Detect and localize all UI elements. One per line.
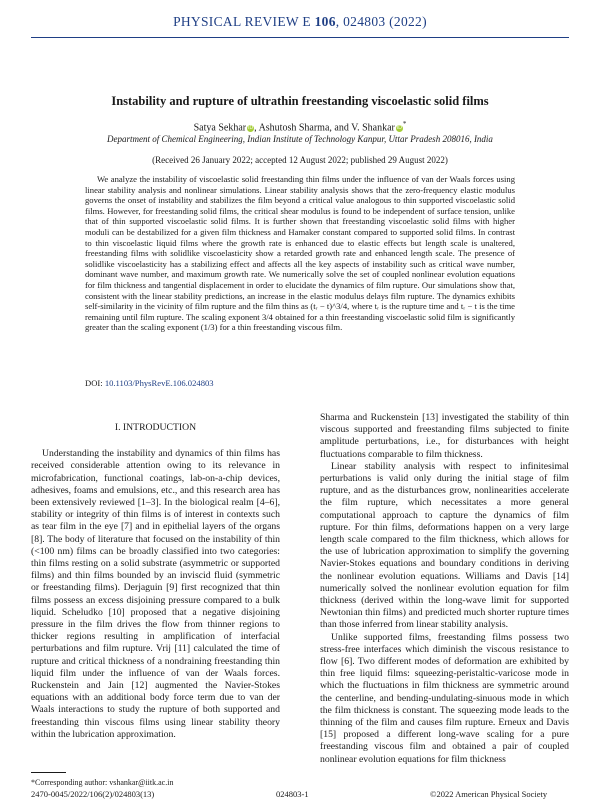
received-dates: (Received 26 January 2022; accepted 12 August 2022; published 29 August 2022) [152,155,448,165]
intro-paragraph-1: Understanding the instability and dynamics of thin films has received considerable attention owing to its relevance in microfabrication, functional coatings, lab-on-a-chip devices, adhesives, foams and emulsions, etc., and this research area has been extensively reviewed [1–3]. In the biological realm [4–6], stability or integrity of thin films is of interest in contexts such as tear film in the eye [7] and in epithelial layers of the organs [8]. The body of literature that focused on the instability of thin (<100 nm) films can be broadly classified into two categories: thin films resting on a solid substrate (asymmetric or supported films) and thin films bounded by an inviscid fluid (symmetric or freestanding films). Derjaguin [9] first recognized that thin films possess an excess disjoining pressure compared to a bulk liquid. Scheludko [10] proposed that a negative disjoining pressure in the film drives the flow from thinner regions to thicker regions resulting in amplification of interfacial perturbations and film rupture. Vrij [11] calculated the time of rupture and critical thickness of a nondraining freestanding thin liquid film under the influence of van der Waals forces. Ruckenstein and Jain [12] augmented the Navier-Stokes equations with an additional body force term due to van der Waals interactions to study the rupture of both supported and freestanding thin viscous films using linear stability theory within the lubrication approximation. [31,448,280,740]
intro-paragraph-2: Sharma and Ruckenstein [13] investigated the stability of thin viscous supported and freestanding films subjected to finite amplitude perturbations, i.e., for disturbances with height fluctuations comparable to film thickness. [320,412,569,460]
footer-copyright: ©2022 American Physical Society [430,789,548,799]
doi-label: DOI: [85,378,105,388]
orcid-icon[interactable]: iD [248,125,254,132]
footnote-rule [31,772,66,773]
abstract: We analyze the instability of viscoelastic solid freestanding thin films under the influence of van der Waals forces using linear stability analysis and nonlinear simulations. Linear stability analysis shows that the zero-frequency elastic modulus governs the onset of instability and stabilizes the film beyond a critical value analogous to thin supported viscoelastic solid films. However, for freestanding solid films, the critical shear modulus is found to be independent of surface tension, unlike that of thin supported viscoelastic solid films. It is further shown that freestanding viscoelastic solid films with higher moduli can be destabilized for a given film thickness and Hamaker constant compared to supported solid films. In contrast to thin viscoelastic liquid films where the growth rate is enhanced due to elastic effects but length scale is unaltered, freestanding films with solidlike viscoelasticity show a retarded growth rate and enhanced length scale. The presence of solidlike viscoelasticity has a stabilizing effect and affects all the key aspects of instability such as critical wave number, dominant wave number, and maximum growth rate. We numerically solve the set of coupled nonlinear evolution equations for film thickness and tangential displacement in order to elucidate the dynamics of film rupture. Our simulations show that, consistent with the linear stability predictions, an increase in the elastic modulus delays film rupture. The dynamics exhibits self-similarity in the vicinity of film rupture and the film thins as (tᵣ − t)^3/4, where tᵣ is the rupture time and tᵣ − t is the time remaining until film rupture. The scaling exponent 3/4 obtained for a thin freestanding viscoelastic solid film is significantly greater than the scaling exponent (1/3) for a thin freestanding viscous film. [85,174,515,333]
author-list [0,120,600,133]
journal-article-info: , 024803 (2022) [335,14,427,29]
section-heading: I. INTRODUCTION [114,422,197,433]
journal-header [0,14,600,30]
left-column [31,422,280,741]
intro-paragraph-4: Unlike supported films, freestanding films possess two stress-free interfaces which diminish the viscous resistance to flow [6]. Two different modes of deformation are exhibited by thin free liquid films: squeezing-peristaltic-varicose mode in which the fluctuations in film thickness are symmetric around the centerline, and bending-undulating-sinuous mode in which the film thickness is constant. The squeezing mode leads to the thinning of the film and causes film rupture. Erneux and Davis [15] proposed a different long-wave scaling for a pure freestanding viscous film and obtained a pair of coupled nonlinear evolution equations for film thickness [320,631,569,765]
paper-title: Instability and rupture of ultrathin freestanding viscoelastic solid films [111,94,489,108]
author-2-3[interactable]: , Ashutosh Sharma, and V. Shankar [254,122,395,134]
doi-line [85,378,214,388]
footer-page: 024803-1 [276,789,309,799]
affiliation: Department of Chemical Engineering, Indian Institute of Technology Kanpur, Uttar Pradesh 208016, India [107,134,493,144]
corresponding-mark: * [402,120,407,128]
intro-paragraph-3: Linear stability analysis with respect to infinitesimal perturbations is valid only during the initial stage of film rupture, and as the disturbances grow, nonlinearities accelerate the film rupture, which necessitates a more general computational approach to capture the dynamics of film rupture. For thin films, deformations happen on a very large length scale compared to the film thickness, which allows for the use of lubrication approximation to simplify the governing Navier-Stokes equations and boundary conditions in deriving the nonlinear evolution equations. Williams and Davis [14] numerically solved the nonlinear evolution equation for film thickness (derived within the long-wave limit for supported Newtonian thin films) and predicted much shorter rupture times than those inferred from linear stability analysis. [320,460,569,631]
orcid-icon[interactable]: iD [396,125,402,132]
right-column [320,412,569,766]
footer-issn: 2470-0045/2022/106(2)/024803(13) [31,789,155,799]
author-1[interactable]: Satya Sekhar [193,122,247,134]
header-rule [31,37,569,38]
doi-link[interactable]: 10.1103/PhysRevE.106.024803 [104,378,214,388]
journal-name: PHYSICAL REVIEW E [173,14,311,29]
footnote: *Corresponding author: vshankar@iitk.ac.in [31,778,174,787]
journal-volume: 106 [314,14,336,29]
